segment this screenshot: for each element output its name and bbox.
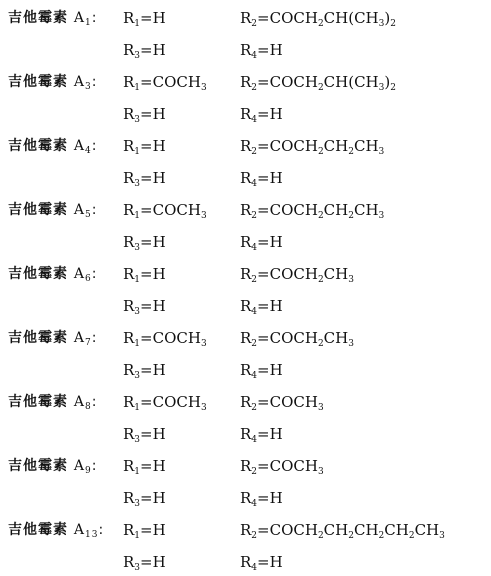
compound-line-r3-r4 [0, 292, 491, 320]
formula-text: R [123, 521, 135, 539]
r2-substituent [240, 196, 384, 224]
compound-name-text: 吉他霉素 [8, 394, 68, 410]
compound-name: 吉他霉素 $A_6$: [8, 266, 98, 284]
formula-text: =COCH [257, 393, 318, 411]
formula-text: ) [384, 9, 391, 27]
r4-substituent [240, 100, 283, 128]
formula-subscript: 3 [200, 403, 207, 413]
compound-line-r3-r4 [0, 356, 491, 384]
compound-name-text: 吉他霉素 [8, 138, 68, 154]
compound-code-subscript: 8 [85, 402, 92, 412]
compound-code-subscript: 7 [85, 338, 92, 348]
formula-subscript: 2 [251, 275, 258, 285]
formula-text: R [123, 393, 135, 411]
r4-substituent [240, 36, 283, 64]
formula-subscript: 3 [348, 339, 354, 349]
formula-text: =H [140, 489, 166, 507]
formula-text: R [240, 73, 252, 91]
formula-text: =COCH [140, 329, 201, 347]
r2-substituent [240, 516, 445, 544]
formula-subscript: 3 [378, 83, 385, 93]
r2-substituent [240, 4, 396, 32]
formula-text: =COCH [257, 265, 318, 283]
formula-text: CH [323, 137, 349, 155]
compound-line-r3-r4 [0, 100, 491, 128]
formula-subscript: 3 [134, 243, 141, 253]
r1-substituent [123, 452, 166, 480]
r4-substituent [240, 228, 283, 256]
compound-line-r3-r4 [0, 420, 491, 448]
r4-substituent [240, 420, 283, 448]
formula-text: CH [384, 521, 409, 539]
compound-line-r3-r4 [0, 36, 491, 64]
formula-text: =COCH [257, 329, 318, 347]
formula-text: CH [323, 265, 349, 283]
formula-text: =H [140, 425, 166, 443]
formula-subscript: 3 [134, 563, 141, 573]
formula-text: =COCH [257, 137, 318, 155]
formula-subscript: 2 [251, 147, 258, 157]
r1-substituent [123, 388, 207, 416]
formula-subscript: 3 [317, 467, 324, 477]
formula-text: =H [257, 425, 283, 443]
compound-name-text: 吉他霉素 [8, 458, 68, 474]
formula-text: CH(CH [323, 9, 379, 27]
compound-code: A [73, 74, 85, 90]
r4-substituent [240, 548, 283, 576]
formula-text: R [123, 41, 135, 59]
formula-text: R [240, 457, 252, 475]
formula-subscript: 2 [317, 19, 324, 29]
formula-subscript: 1 [134, 531, 141, 541]
formula-subscript: 3 [378, 211, 385, 221]
formula-text: =COCH [257, 457, 318, 475]
compound-line-r1-r2 [0, 516, 491, 544]
formula-text: CH [323, 201, 349, 219]
compound-line-r1-r2 [0, 196, 491, 224]
compound-name: 吉他霉素 $A_{13}$: [8, 522, 105, 540]
formula-subscript: 1 [134, 147, 141, 157]
r2-substituent [240, 132, 384, 160]
r3-substituent [123, 292, 166, 320]
r2-substituent [240, 324, 354, 352]
formula-text: R [240, 425, 252, 443]
formula-subscript: 2 [348, 147, 354, 157]
formula-subscript: 2 [408, 531, 415, 541]
formula-subscript: 1 [134, 339, 141, 349]
r3-substituent [123, 36, 166, 64]
formula-text: R [240, 489, 252, 507]
r3-substituent [123, 100, 166, 128]
formula-text: =H [140, 265, 166, 283]
formula-subscript: 2 [251, 467, 258, 477]
r3-substituent [123, 420, 166, 448]
formula-subscript: 1 [134, 467, 141, 477]
compound-code: A [73, 458, 85, 474]
formula-text: R [123, 329, 135, 347]
formula-text: =H [257, 489, 283, 507]
formula-subscript: 2 [317, 147, 324, 157]
formula-text: R [123, 73, 135, 91]
formula-text: R [240, 201, 252, 219]
compound-line-r3-r4 [0, 228, 491, 256]
formula-subscript: 4 [251, 115, 258, 125]
compound-code-subscript: 13 [85, 530, 99, 540]
formula-subscript: 4 [251, 243, 258, 253]
formula-text: R [240, 137, 252, 155]
r1-substituent [123, 68, 207, 96]
compound-code-subscript: 3 [85, 82, 92, 92]
r1-substituent [123, 260, 166, 288]
r3-substituent [123, 484, 166, 512]
formula-subscript: 4 [251, 563, 258, 573]
formula-text: R [240, 553, 252, 571]
formula-text: R [123, 489, 135, 507]
compound-code: A [73, 522, 85, 538]
formula-text: R [123, 457, 135, 475]
compound-name: 吉他霉素 $A_5$: [8, 202, 98, 220]
compound-line-r1-r2 [0, 132, 491, 160]
formula-subscript: 2 [390, 19, 396, 29]
formula-text: =COCH [140, 393, 201, 411]
compound-code-subscript: 4 [85, 146, 92, 156]
r1-substituent [123, 4, 166, 32]
formula-text: =H [140, 137, 166, 155]
compound-name: 吉他霉素 $A_4$: [8, 138, 98, 156]
r4-substituent [240, 292, 283, 320]
compound-name: 吉他霉素 $A_1$: [8, 10, 98, 28]
formula-subscript: 2 [317, 83, 324, 93]
formula-subscript: 1 [134, 275, 141, 285]
formula-text: =H [257, 169, 283, 187]
formula-subscript: 3 [348, 275, 354, 285]
formula-subscript: 2 [317, 275, 324, 285]
compound-code-subscript: 1 [85, 18, 92, 28]
compound-line-r1-r2 [0, 452, 491, 480]
r1-substituent [123, 196, 207, 224]
formula-text: =H [257, 361, 283, 379]
formula-text: =H [140, 169, 166, 187]
formula-subscript: 2 [251, 403, 258, 413]
formula-text: R [123, 553, 135, 571]
compound-line-r3-r4 [0, 548, 491, 576]
formula-subscript: 4 [251, 307, 258, 317]
r2-substituent [240, 68, 396, 96]
r1-substituent [123, 324, 207, 352]
formula-text: R [240, 361, 252, 379]
formula-subscript: 3 [200, 83, 207, 93]
compound-code: A [73, 202, 85, 218]
r4-substituent [240, 484, 283, 512]
compound-line-r3-r4 [0, 484, 491, 512]
compound-line-r1-r2 [0, 68, 491, 96]
formula-text: =H [257, 297, 283, 315]
formula-subscript: 2 [317, 339, 324, 349]
r3-substituent [123, 548, 166, 576]
formula-text: R [123, 233, 135, 251]
compound-name: 吉他霉素 $A_3$: [8, 74, 98, 92]
compound-line-r3-r4 [0, 164, 491, 192]
formula-text: =H [140, 297, 166, 315]
formula-text: R [240, 297, 252, 315]
formula-subscript: 3 [439, 531, 445, 541]
formula-subscript: 4 [251, 435, 258, 445]
formula-text: CH [323, 329, 349, 347]
formula-text: R [123, 9, 135, 27]
formula-subscript: 4 [251, 499, 258, 509]
compound-line-r1-r2 [0, 388, 491, 416]
formula-subscript: 1 [134, 83, 141, 93]
formula-subscript: 3 [134, 179, 141, 189]
compound-code-subscript: 9 [85, 466, 92, 476]
formula-subscript: 1 [134, 403, 141, 413]
formula-subscript: 2 [317, 211, 324, 221]
formula-text: R [123, 105, 135, 123]
formula-text: =H [140, 105, 166, 123]
formula-text: R [240, 41, 252, 59]
formula-text: R [240, 393, 252, 411]
formula-text: CH(CH [323, 73, 379, 91]
formula-subscript: 2 [348, 531, 354, 541]
compound-line-r1-r2 [0, 4, 491, 32]
formula-text: R [240, 105, 252, 123]
compound-name-text: 吉他霉素 [8, 330, 68, 346]
formula-subscript: 3 [378, 19, 385, 29]
formula-text: =COCH [140, 73, 201, 91]
formula-text: =H [140, 553, 166, 571]
formula-subscript: 3 [134, 499, 141, 509]
formula-text: CH [353, 137, 379, 155]
r2-substituent [240, 388, 324, 416]
formula-subscript: 3 [200, 211, 207, 221]
compound-code: A [73, 394, 85, 410]
formula-subscript: 2 [251, 339, 258, 349]
formula-text: R [123, 265, 135, 283]
formula-text: =COCH [257, 9, 318, 27]
formula-subscript: 4 [251, 51, 258, 61]
formula-text: ) [384, 73, 391, 91]
formula-subscript: 1 [134, 19, 141, 29]
formula-text: =H [140, 457, 166, 475]
r2-substituent [240, 260, 354, 288]
formula-text: =H [257, 105, 283, 123]
formula-text: R [123, 297, 135, 315]
formula-text: R [123, 425, 135, 443]
formula-subscript: 3 [134, 115, 141, 125]
compound-code: A [73, 266, 85, 282]
formula-subscript: 2 [251, 531, 258, 541]
formula-subscript: 2 [390, 83, 396, 93]
formula-subscript: 3 [200, 339, 207, 349]
formula-text: =H [140, 41, 166, 59]
formula-subscript: 2 [251, 19, 258, 29]
r4-substituent [240, 164, 283, 192]
formula-text: CH [353, 201, 379, 219]
r2-substituent [240, 452, 324, 480]
formula-subscript: 3 [134, 371, 141, 381]
formula-text: R [123, 137, 135, 155]
compound-name-text: 吉他霉素 [8, 10, 68, 26]
formula-text: =H [140, 9, 166, 27]
compound-line-r1-r2 [0, 260, 491, 288]
compound-line-r1-r2 [0, 324, 491, 352]
formula-text: R [240, 265, 252, 283]
formula-text: R [240, 329, 252, 347]
formula-subscript: 2 [378, 531, 385, 541]
formula-text: R [240, 169, 252, 187]
compound-name: 吉他霉素 $A_9$: [8, 458, 98, 476]
formula-text: =COCH [140, 201, 201, 219]
compound-name-text: 吉他霉素 [8, 74, 68, 90]
formula-subscript: 2 [317, 531, 324, 541]
formula-text: =H [257, 233, 283, 251]
formula-text: =COCH [257, 73, 318, 91]
formula-subscript: 3 [134, 435, 141, 445]
formula-text: CH [353, 521, 379, 539]
formula-text: =H [257, 41, 283, 59]
formula-subscript: 1 [134, 211, 141, 221]
formula-text: R [123, 201, 135, 219]
compound-name: 吉他霉素 $A_8$: [8, 394, 98, 412]
compound-name-text: 吉他霉素 [8, 266, 68, 282]
formula-subscript: 2 [251, 211, 258, 221]
compound-code: A [73, 10, 85, 26]
r3-substituent [123, 164, 166, 192]
compound-name-text: 吉他霉素 [8, 522, 68, 538]
formula-text: R [240, 233, 252, 251]
formula-subscript: 3 [134, 307, 141, 317]
r4-substituent [240, 356, 283, 384]
formula-subscript: 3 [317, 403, 324, 413]
formula-text: R [123, 169, 135, 187]
formula-text: R [240, 9, 252, 27]
formula-text: R [123, 361, 135, 379]
r1-substituent [123, 132, 166, 160]
formula-text: CH [414, 521, 440, 539]
formula-subscript: 2 [348, 211, 354, 221]
compound-name: 吉他霉素 $A_7$: [8, 330, 98, 348]
formula-text: =COCH [257, 521, 318, 539]
r1-substituent [123, 516, 166, 544]
formula-text: =H [257, 553, 283, 571]
formula-subscript: 3 [378, 147, 385, 157]
r3-substituent [123, 356, 166, 384]
formula-subscript: 3 [134, 51, 141, 61]
formula-text: =COCH [257, 201, 318, 219]
compound-code-subscript: 6 [85, 274, 92, 284]
formula-subscript: 2 [251, 83, 258, 93]
compound-code-subscript: 5 [85, 210, 92, 220]
formula-text: =H [140, 521, 166, 539]
formula-text: CH [323, 521, 349, 539]
compound-code: A [73, 330, 85, 346]
formula-subscript: 4 [251, 371, 258, 381]
formula-text: =H [140, 361, 166, 379]
formula-text: R [240, 521, 252, 539]
formula-subscript: 4 [251, 179, 258, 189]
r3-substituent [123, 228, 166, 256]
compound-code: A [73, 138, 85, 154]
compound-name-text: 吉他霉素 [8, 202, 68, 218]
formula-text: =H [140, 233, 166, 251]
